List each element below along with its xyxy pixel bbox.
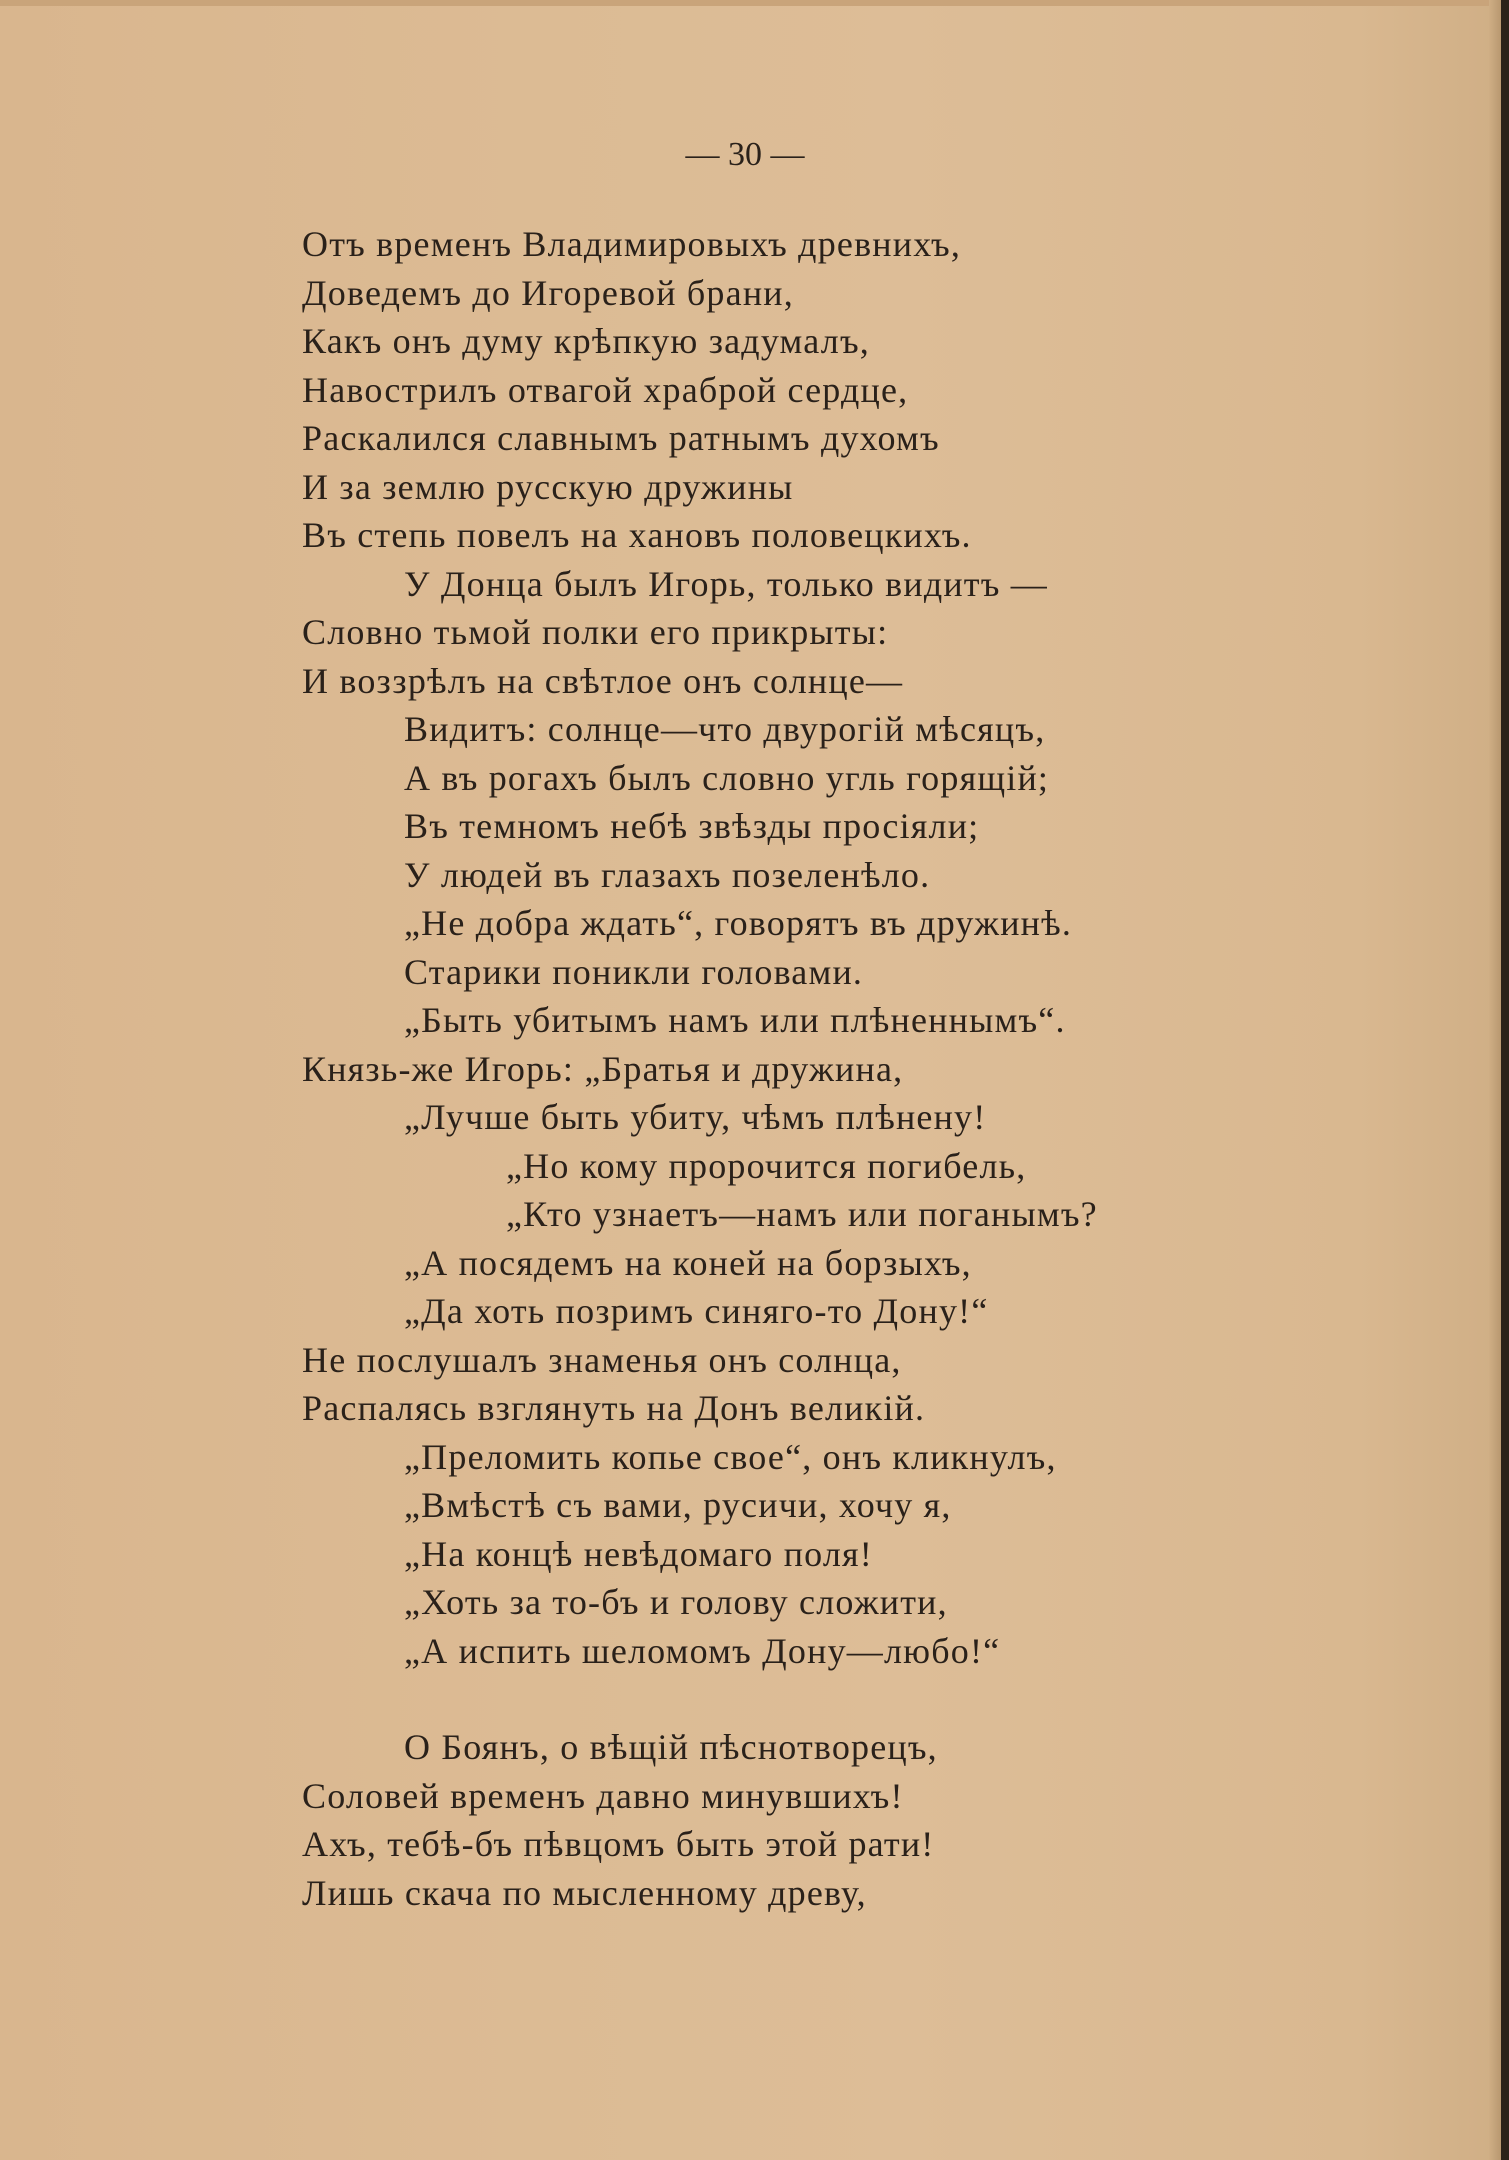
poem-line: Раскалился славнымъ ратнымъ духомъ [302,418,940,458]
stanza-2 [302,1723,1302,1917]
poem-line: Ахъ, тебѣ-бъ пѣвцомъ быть этой рати! [302,1824,935,1864]
poem-line: Какъ онъ думу крѣпкую задумалъ, [302,321,870,361]
poem-line: Распалясь взглянуть на Донъ великій. [302,1388,926,1428]
poem-line: Князь-же Игорь: „Братья и дружина, [302,1048,904,1089]
poem-line: „Не добра ждать“, говорятъ въ дружинѣ. [404,903,1073,943]
poem-line: И воззрѣлъ на свѣтлое онъ солнце— [302,660,904,701]
poem-line: Въ степь повелъ на хановъ половецкихъ. [302,515,972,555]
poem-line: Словно тьмой полки его прикрыты: [302,612,889,652]
scan-shadow [1501,0,1509,2160]
poem-line: Отъ временъ Владимировыхъ древнихъ, [302,224,962,264]
poem-line: Не послушалъ знаменья онъ солнца, [302,1339,902,1380]
poem-line: „Но кому пророчится погибель, [506,1145,1027,1186]
stanza-gap [302,1675,1302,1723]
poem-line: Навострилъ отвагой храброй сердце, [302,369,909,410]
poem-line: О Боянъ, о вѣщій пѣснотворецъ, [404,1727,938,1767]
poem-line: А въ рогахъ былъ словно угль горящій; [404,757,1050,798]
poem-line: „Да хоть позримъ синяго-то Дону!“ [404,1291,989,1331]
poem-line: Соловей временъ давно минувшихъ! [302,1775,904,1816]
poem-line: И за землю русскую дружины [302,466,794,507]
poem-line: „Быть убитымъ намъ или плѣненнымъ“. [404,1000,1066,1040]
poem-line: Въ темномъ небѣ звѣзды просіяли; [404,806,980,846]
poem-line: „А испить шеломомъ Дону—любо!“ [404,1630,1001,1671]
poem-line: У людей въ глазахъ позеленѣло. [404,854,931,895]
poem-line: „Лучше быть убиту, чѣмъ плѣнену! [404,1097,987,1137]
poem-line: „На концѣ невѣдомаго поля! [404,1533,874,1574]
poem-line: Старики поникли головами. [404,951,864,992]
stanza-1 [302,220,1302,1675]
poem-line: Лишь скача по мысленному древу, [302,1872,867,1913]
poem-line: „Кто узнаетъ—намъ или поганымъ? [506,1194,1098,1234]
page-right-edge [1489,0,1501,2160]
poem-line: Доведемъ до Игоревой брани, [302,272,794,313]
page-top-edge [0,0,1509,6]
poem-text [302,220,1302,1917]
poem-line: „Преломить копье свое“, онъ кликнулъ, [404,1436,1057,1477]
poem-line: У Донца былъ Игорь, только видитъ — [404,563,1048,604]
poem-line: Видитъ: солнце—что двурогій мѣсяцъ, [404,709,1046,749]
poem-line: „А посядемъ на коней на борзыхъ, [404,1242,972,1283]
poem-line: „Вмѣстѣ съ вами, русичи, хочу я, [404,1485,952,1525]
page-number: — 30 — [685,136,805,173]
poem-line: „Хоть за то-бъ и голову сложити, [404,1582,948,1622]
